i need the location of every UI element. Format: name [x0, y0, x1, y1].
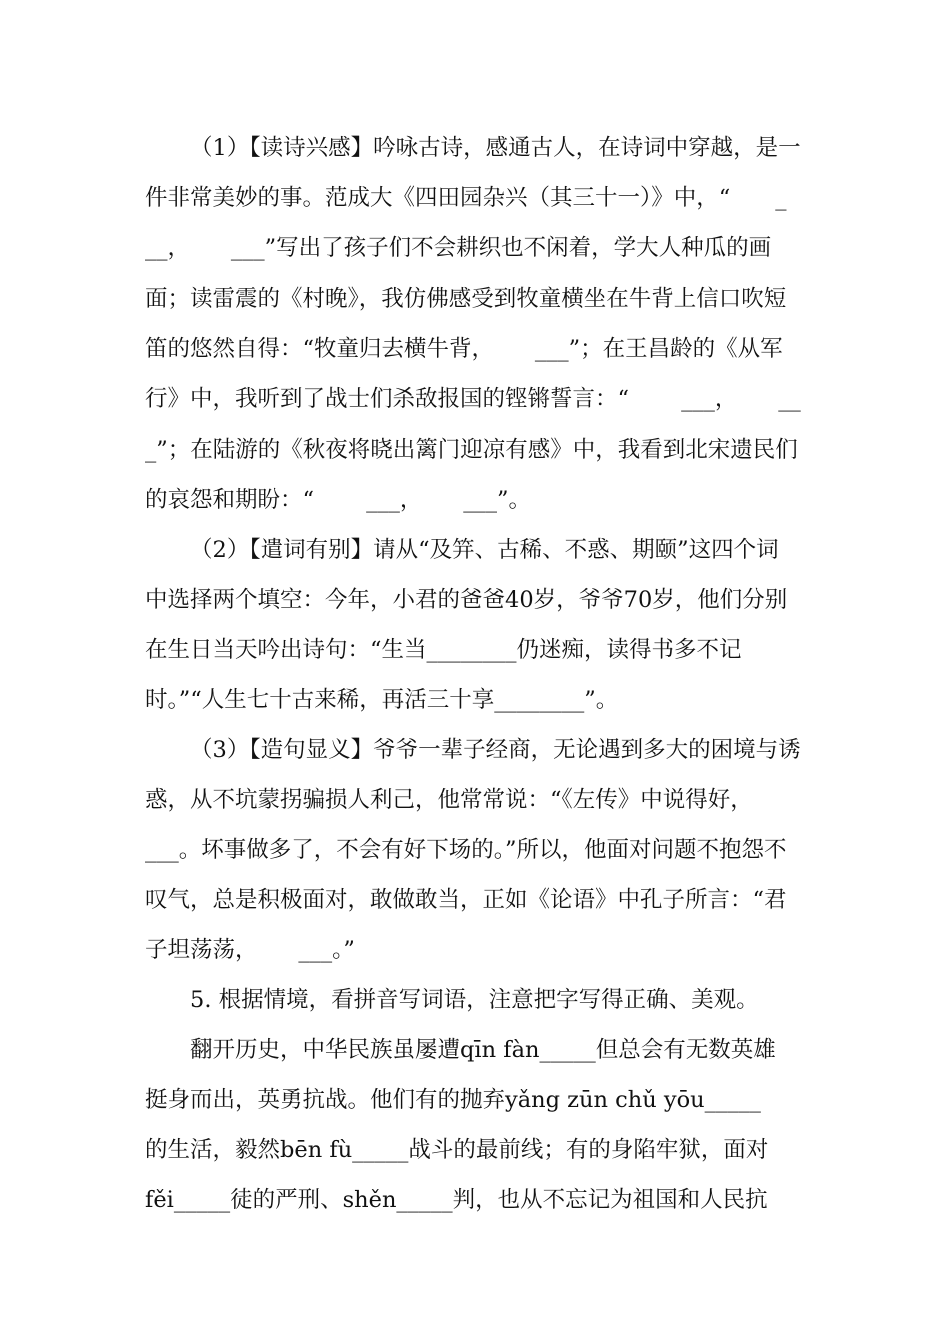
text-line: 翻开历史，中华民族虽屡遭qīn fàn_____但总会有无数英雄 [190, 1037, 776, 1063]
text-line: 的哀怨和期盼：“ ___， ___”。 [145, 487, 532, 513]
text-line: 叹气，总是积极面对，敢做敢当，正如《论语》中孔子所言：“君 [145, 887, 787, 913]
text-line: fěi_____徒的严刑、shěn_____判，也从不忘记为祖国和人民抗 [145, 1187, 768, 1213]
text-line: ___。坏事做多了，不会有好下场的。”所以，他面对问题不抱怨不 [145, 837, 787, 863]
question-heading: 5. 根据情境，看拼音写词语，注意把字写得正确、美观。 [190, 987, 759, 1013]
text-line: 笛的悠然自得：“牧童归去横牛背， ___”；在王昌龄的《从军 [145, 336, 783, 362]
text-line: 惑，从不坑蒙拐骗损人利己，他常常说：“《左传》中说得好， [145, 787, 753, 813]
text-line: （2）【遣词有别】请从“及笄、古稀、不惑、期颐”这四个词 [190, 537, 779, 563]
text-line: 的生活，毅然bēn fù_____战斗的最前线；有的身陷牢狱，面对 [145, 1137, 769, 1163]
text-line: _”；在陆游的《秋夜将晓出篱门迎凉有感》中，我看到北宋遗民们 [145, 437, 798, 463]
text-line: 挺身而出，英勇抗战。他们有的抛弃yǎng zūn chǔ yōu_____ [145, 1087, 761, 1113]
text-line: __， ___”写出了孩子们不会耕织也不闲着，学大人种瓜的画 [145, 235, 772, 261]
text-line: 时。”“人生七十古来稀，再活三十享________”。 [145, 687, 619, 713]
text-line: 子坦荡荡， ___。” [145, 937, 355, 963]
text-line: 面；读雷震的《村晚》，我仿佛感受到牧童横坐在牛背上信口吹短 [145, 286, 787, 312]
text-line: （1）【读诗兴感】吟咏古诗，感通古人，在诗词中穿越，是一 [190, 135, 801, 161]
text-line: 行》中，我听到了战士们杀敌报国的铿锵誓言：“ ___， __ [145, 386, 801, 412]
text-line: 在生日当天吟出诗句：“生当________仍迷痴，读得书多不记 [145, 637, 742, 663]
text-line: 件非常美妙的事。范成大《四田园杂兴（其三十一）》中，“ _ [145, 185, 787, 211]
text-line: （3）【造句显义】爷爷一辈子经商，无论遇到多大的困境与诱 [190, 737, 801, 763]
text-line: 中选择两个填空：今年，小君的爸爸40岁，爷爷70岁，他们分别 [145, 587, 788, 613]
